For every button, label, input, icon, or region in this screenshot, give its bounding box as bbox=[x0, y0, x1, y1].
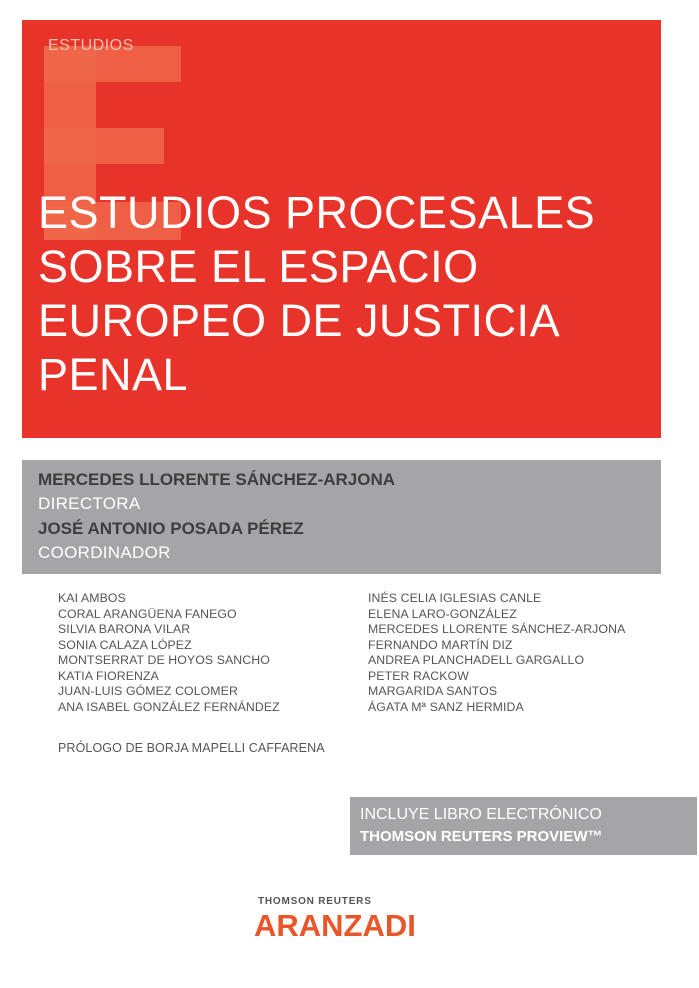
director-name: MERCEDES LLORENTE SÁNCHEZ-ARJONA bbox=[38, 470, 396, 489]
title-line: EUROPEO DE JUSTICIA bbox=[38, 295, 561, 346]
publisher-parent: THOMSON REUTERS bbox=[258, 896, 372, 907]
ebook-badge bbox=[350, 797, 697, 855]
author-name: MONTSERRAT DE HOYOS SANCHO bbox=[58, 653, 270, 667]
title-line: PENAL bbox=[38, 349, 189, 400]
author-name: MARGARIDA SANTOS bbox=[368, 684, 498, 698]
author-name: KAI AMBOS bbox=[58, 591, 126, 605]
coordinator-name: JOSÉ ANTONIO POSADA PÉREZ bbox=[38, 519, 304, 538]
coordinator-role: COORDINADOR bbox=[38, 543, 171, 562]
publisher-logo bbox=[254, 896, 434, 944]
author-name: KATIA FIORENZA bbox=[58, 668, 159, 683]
prologue-credit: PRÓLOGO DE BORJA MAPELLI CAFFARENA bbox=[58, 741, 325, 755]
authors-left-column bbox=[58, 591, 280, 715]
author-name: CORAL ARANGÜENA FANEGO bbox=[58, 606, 237, 621]
publisher-brand: ARANZADI bbox=[254, 908, 416, 943]
author-name: ELENA LARO-GONZÁLEZ bbox=[368, 606, 517, 621]
title-line: SOBRE EL ESPACIO bbox=[38, 241, 479, 292]
author-name: FERNANDO MARTÍN DIZ bbox=[368, 637, 513, 652]
author-name: JUAN-LUIS GÓMEZ COLOMER bbox=[58, 684, 238, 698]
title-line: ESTUDIOS PROCESALES bbox=[38, 187, 596, 238]
author-name: ÁGATA Mª SANZ HERMIDA bbox=[368, 699, 524, 714]
book-title bbox=[38, 186, 628, 402]
author-name: MERCEDES LLORENTE SÁNCHEZ-ARJONA bbox=[368, 622, 626, 636]
author-name: SILVIA BARONA VILAR bbox=[58, 622, 191, 636]
authors-right-column bbox=[368, 591, 625, 715]
director-role: DIRECTORA bbox=[38, 494, 141, 513]
ebook-badge-line2: THOMSON REUTERS PROVIEW™ bbox=[360, 828, 603, 845]
author-name: SONIA CALAZA LÓPEZ bbox=[58, 637, 192, 652]
author-name: ANA ISABEL GONZÁLEZ FERNÁNDEZ bbox=[58, 699, 280, 714]
series-label: ESTUDIOS bbox=[48, 37, 134, 54]
author-name: ANDREA PLANCHADELL GARGALLO bbox=[368, 653, 585, 667]
ebook-badge-line1: INCLUYE LIBRO ELECTRÓNICO bbox=[360, 806, 602, 823]
author-name: PETER RACKOW bbox=[368, 668, 469, 683]
author-name: INÉS CELIA IGLESIAS CANLE bbox=[368, 591, 542, 605]
